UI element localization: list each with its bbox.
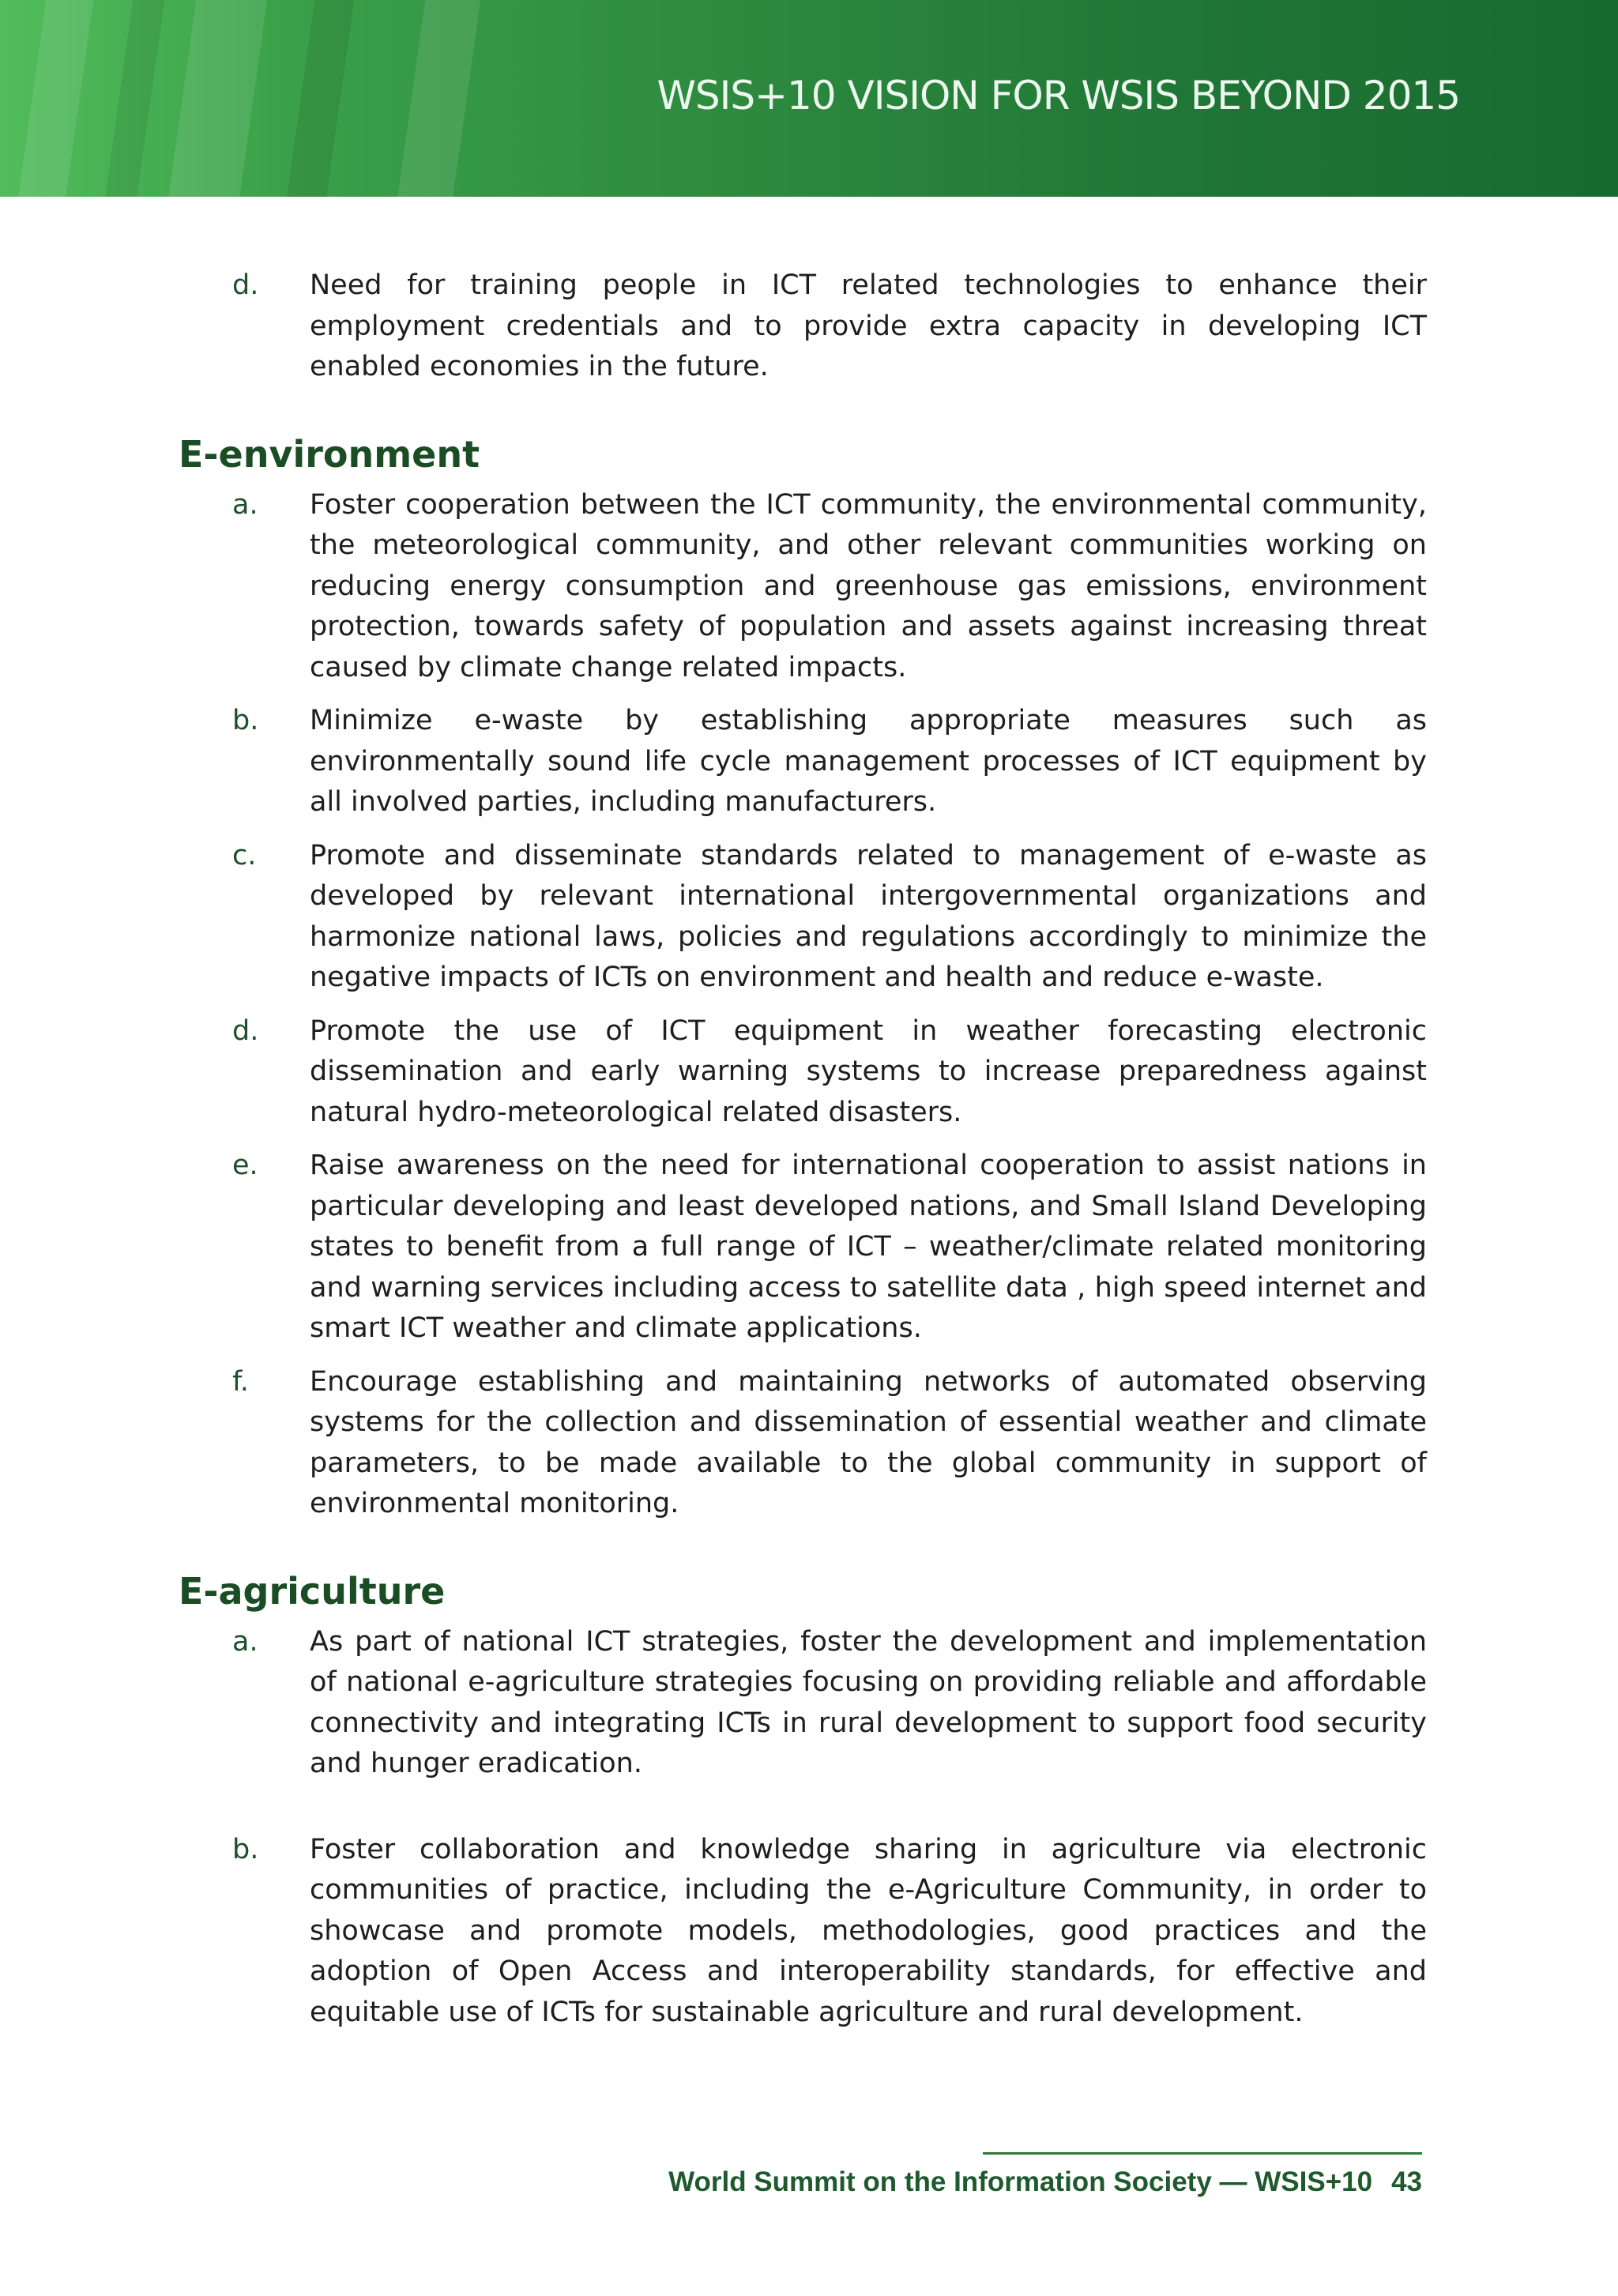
list-item bbox=[179, 836, 1427, 999]
banner-decoration bbox=[13, 0, 98, 197]
list-marker: d. bbox=[232, 1014, 259, 1047]
list-item-text: Foster cooperation between the ICT community, the environmental community, the meteorological community, and other relevant communities working on reducing energy consumption and greenhouse gas emissions, environment protection, towards safety of population and assets against increasing threat caused by climate change related impacts. bbox=[310, 488, 1427, 683]
list-marker: c. bbox=[232, 839, 257, 871]
list-marker: b. bbox=[232, 705, 259, 736]
list-item bbox=[179, 1362, 1427, 1525]
list-marker: a. bbox=[232, 488, 258, 521]
list-item bbox=[179, 485, 1427, 689]
footer-divider bbox=[983, 2152, 1422, 2155]
banner-decoration bbox=[281, 0, 359, 197]
list-marker: d. bbox=[232, 269, 259, 301]
header-title: WSIS+10 VISION FOR WSIS BEYOND 2015 bbox=[657, 73, 1460, 119]
footer bbox=[668, 2166, 1422, 2198]
list-marker: e. bbox=[232, 1150, 258, 1181]
list-item-text: As part of national ICT strategies, foster the development and implementation of national e-agriculture strategies focusing on providing reliable and affordable connectivity and integrating ICTs in rural development to support food security and hunger eradication. bbox=[310, 1625, 1427, 1779]
list-item bbox=[179, 265, 1427, 388]
list-item-text: Promote and disseminate standards related to management of e-waste as developed by relevant international intergovernmental organizations and harmonize national laws, policies and regulations accordingly to minimize the negative impacts of ICTs on environment and health and reduce e-waste. bbox=[310, 839, 1427, 993]
list-item-text: Need for training people in ICT related technologies to enhance their employment credentials and to provide extra capacity in developing ICT enabled economies in the future. bbox=[310, 269, 1427, 382]
list-item-text: Minimize e-waste by establishing appropriate measures such as environmentally sound life cycle management processes of ICT equipment by all involved parties, including manufacturers. bbox=[310, 705, 1427, 818]
banner-decoration bbox=[100, 0, 169, 197]
list-item-text: Encourage establishing and maintaining networks of automated observing systems for the collection and dissemination of essential weather and climate parameters, to be made available to the global community in support of environmental monitoring. bbox=[310, 1365, 1427, 1519]
footer-title: World Summit on the Information Society — WSIS+10 bbox=[668, 2166, 1373, 2197]
banner-decoration bbox=[392, 0, 485, 197]
list-marker: f. bbox=[232, 1365, 249, 1398]
list-item bbox=[179, 1622, 1427, 1785]
list-item bbox=[179, 1011, 1427, 1134]
page-number: 43 bbox=[1391, 2166, 1422, 2197]
list-item-text: Raise awareness on the need for international cooperation to assist nations in particular developing and least developed nations, and Small Island Developing states to benefit from a full range of ICT – weather/climate related monitoring and warning services including access to satellite data , high speed internet and smart ICT weather and climate applications. bbox=[310, 1150, 1427, 1344]
list-item-text: Promote the use of ICT equipment in weather forecasting electronic dissemination and early warning systems to increase preparedness against natural hydro-meteorological related disasters. bbox=[310, 1014, 1427, 1128]
header-banner bbox=[0, 0, 1618, 197]
list-marker: a. bbox=[232, 1625, 258, 1658]
list-item bbox=[179, 701, 1427, 823]
list-item bbox=[179, 1146, 1427, 1349]
section-heading-e-environment: E-environment bbox=[179, 432, 480, 476]
page-content bbox=[179, 265, 1427, 2033]
banner-decoration bbox=[163, 0, 272, 197]
list-item-text: Foster collaboration and knowledge sharing in agriculture via electronic communities of practice, including the e-Agriculture Community, in order to showcase and promote models, methodologies, good practices and the adoption of Open Access and interoperability standards, for effective and equitable use of ICTs for sustainable agriculture and rural development. bbox=[310, 1833, 1427, 2028]
list-marker: b. bbox=[232, 1833, 259, 1865]
section-heading-e-agriculture: E-agriculture bbox=[179, 1569, 446, 1613]
list-item bbox=[179, 1830, 1427, 2034]
